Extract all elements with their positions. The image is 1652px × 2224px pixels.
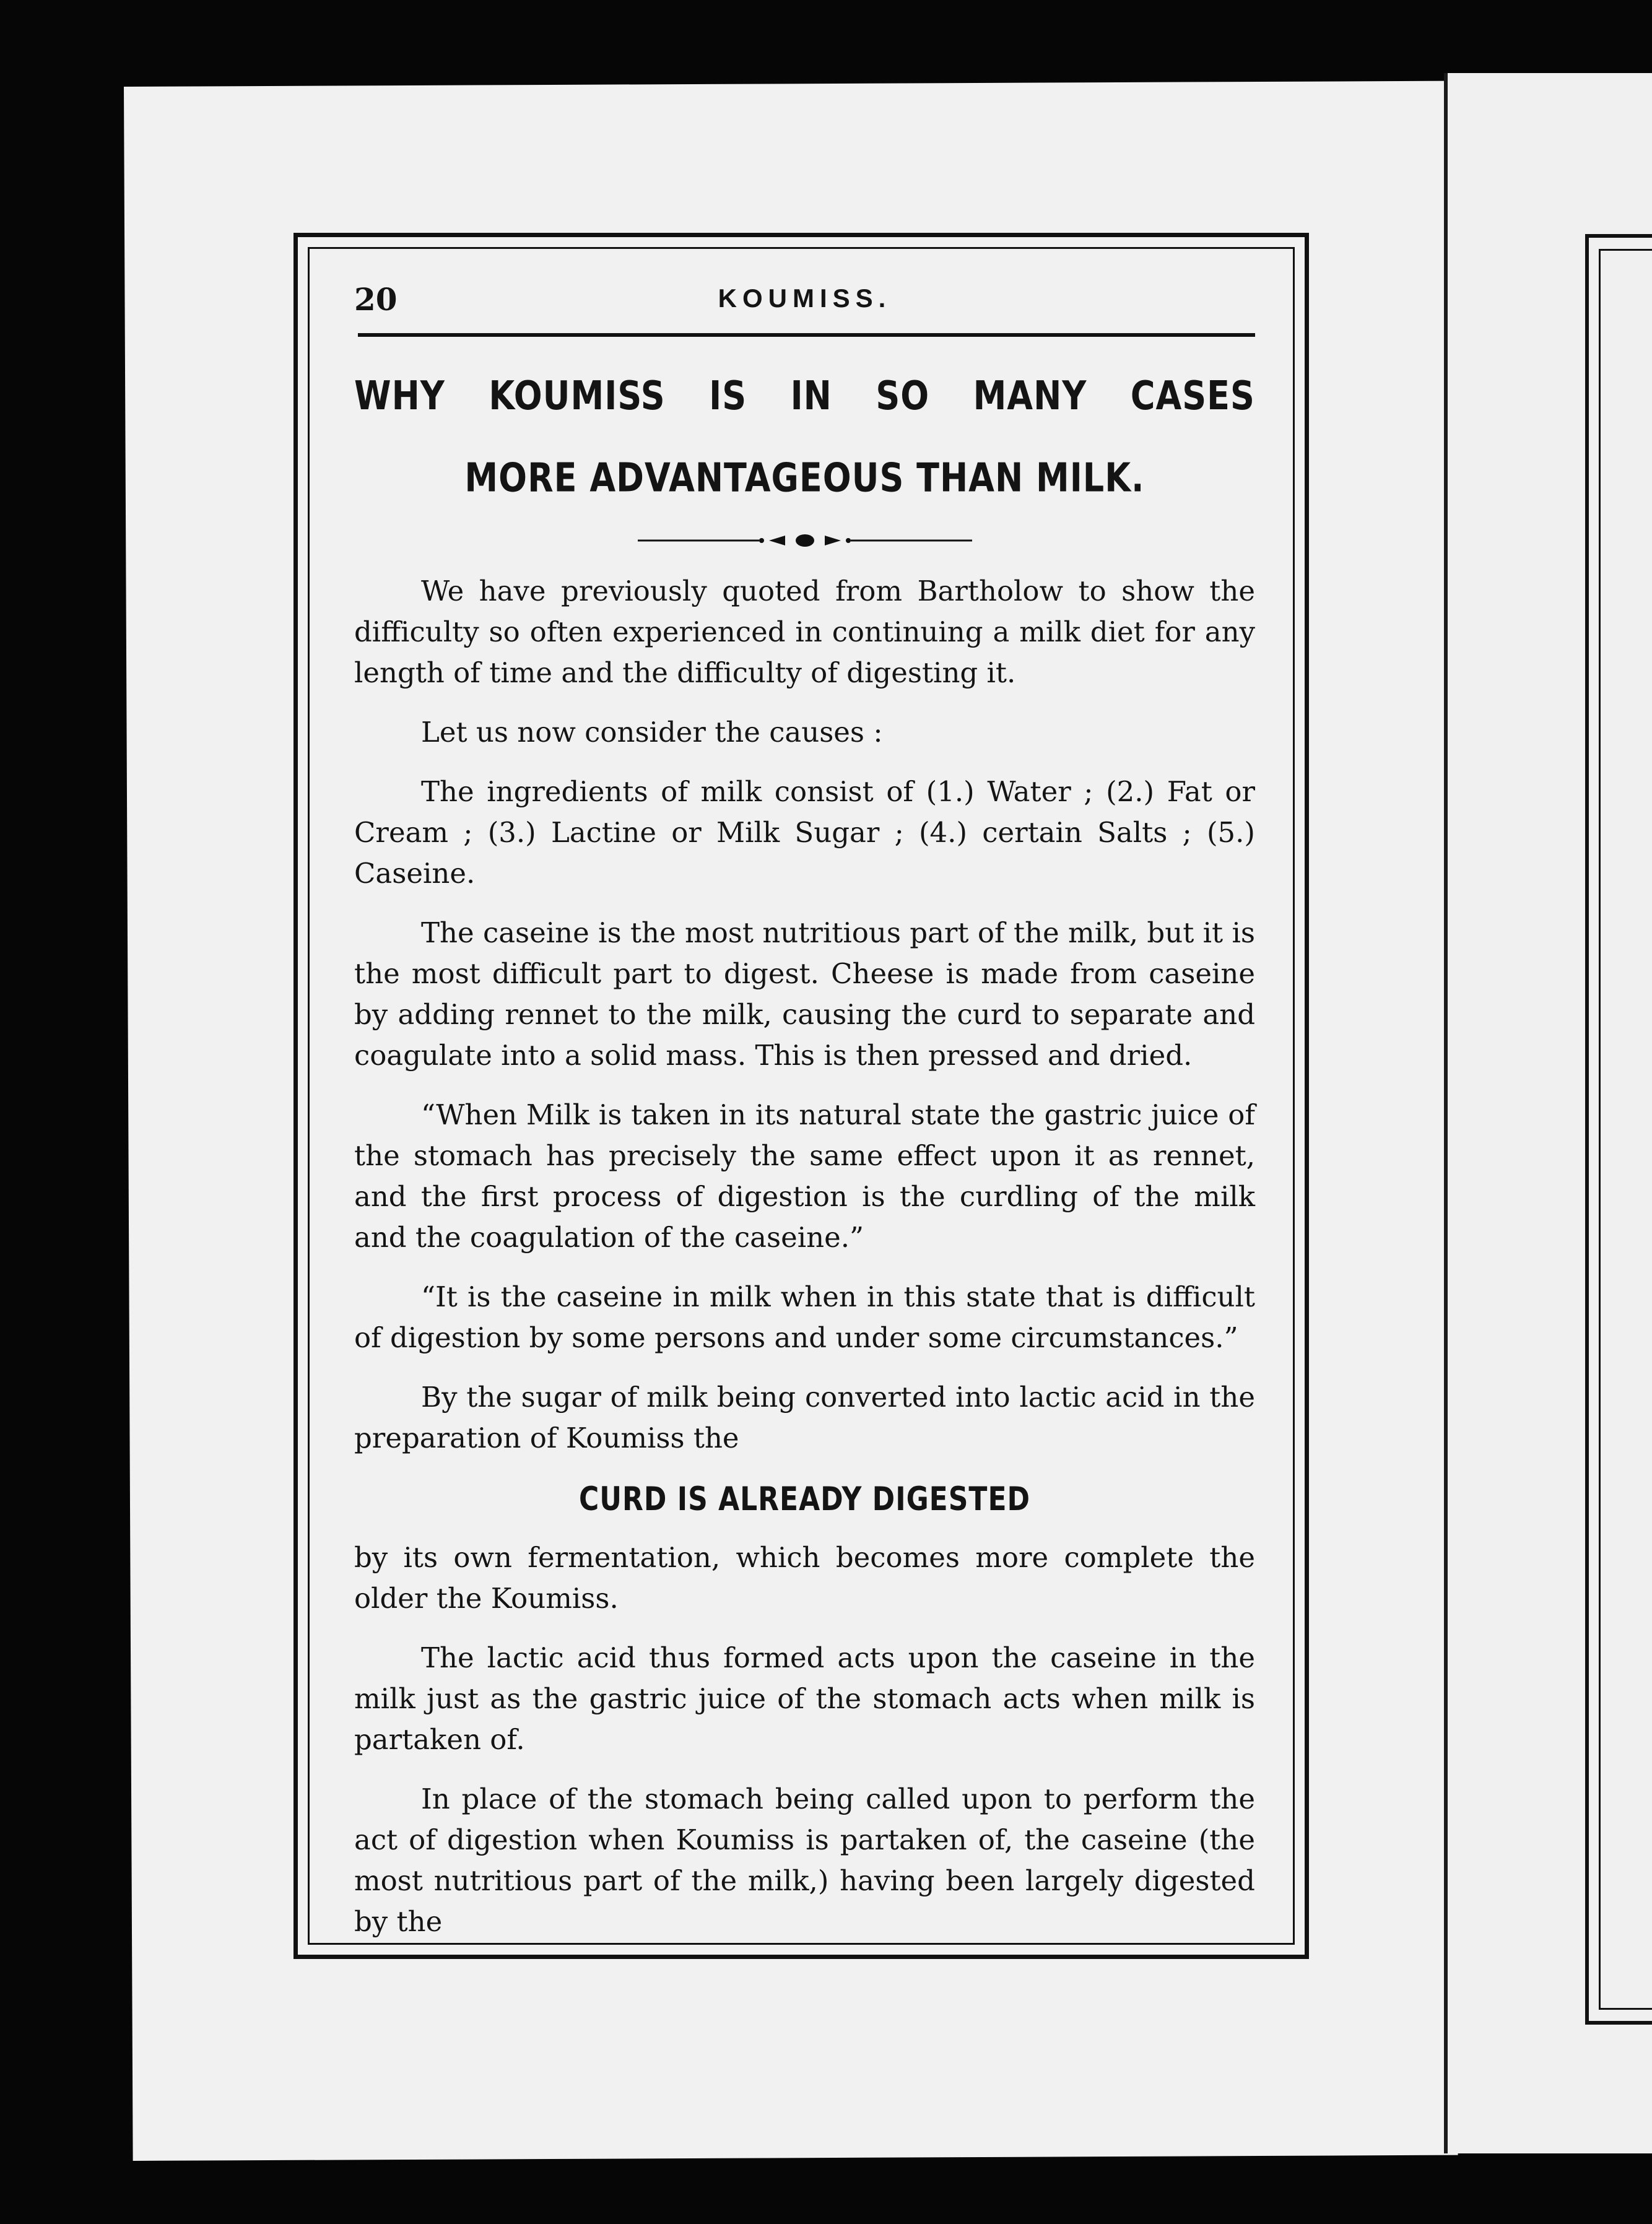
paragraph: In place of the stomach being called upon to perform the act of digestion when Koumiss is partaken of, the caseine (the most nutritious part of the milk,) having been largely digested by the xyxy=(354,1783,1255,1938)
paragraph: The caseine is the most nutritious part of the milk, but it is the most difficult part to digest. Cheese is made from caseine by adding rennet to the milk, causing the curd to separate and coagulate into a solid mass. This is then pressed and dried. xyxy=(354,916,1255,1072)
paragraph: The lactic acid thus formed acts upon the caseine in the milk just as the gastric juice of the stomach acts when milk is partaken of. xyxy=(354,1641,1255,1756)
subheading: CURD IS ALREADY DIGESTED xyxy=(578,1480,1031,1519)
paragraph: By the sugar of milk being converted into lactic acid in the preparation of Koumiss the xyxy=(354,1381,1255,1454)
heading-word: IN xyxy=(790,373,832,419)
paragraph: “It is the caseine in milk when in this state that is difficult of digestion by some persons and under some circumstances.” xyxy=(354,1280,1255,1354)
page-number: 20 xyxy=(354,281,398,318)
heading-line-2: MORE ADVANTAGEOUS THAN MILK. xyxy=(464,454,1145,501)
heading-word: MANY xyxy=(973,373,1087,419)
right-page-frame xyxy=(1585,234,1652,2025)
running-head xyxy=(354,277,1255,321)
heading-word: KOUMISS xyxy=(489,373,666,419)
ornament-divider-icon xyxy=(638,531,972,550)
paragraph-continuation: by its own fermentation, which becomes more complete the older the Koumiss. xyxy=(354,1541,1255,1615)
heading-word: SO xyxy=(876,373,930,419)
paragraph: The ingredients of milk consist of (1.) Water ; (2.) Fat or Cream ; (3.) Lactine or Milk Sugar ; (4.) certain Salts ; (5.) Caseine. xyxy=(354,775,1255,890)
heading-word: WHY xyxy=(354,373,445,419)
heading-word: IS xyxy=(709,373,747,419)
right-page-frame-inner xyxy=(1599,249,1652,2010)
page-content xyxy=(354,277,1255,1961)
chapter-heading xyxy=(354,355,1255,519)
paragraph: “When Milk is taken in its natural state the gastric juice of the stomach has precisely the same effect upon it as rennet, and the first process of digestion is the curdling of the milk and the coagulation of the caseine.” xyxy=(354,1098,1255,1254)
paragraph: We have previously quoted from Bartholow to show the difficulty so often experienced in continuing a milk diet for any length of time and the difficulty of digesting it. xyxy=(354,575,1255,689)
paragraph: Let us now consider the causes : xyxy=(421,716,883,749)
heading-line-1 xyxy=(354,355,1255,437)
heading-word: CASES xyxy=(1130,373,1255,419)
right-page-edge xyxy=(1444,73,1652,2153)
header-rule xyxy=(358,333,1255,337)
running-title: KOUMISS. xyxy=(718,284,892,313)
